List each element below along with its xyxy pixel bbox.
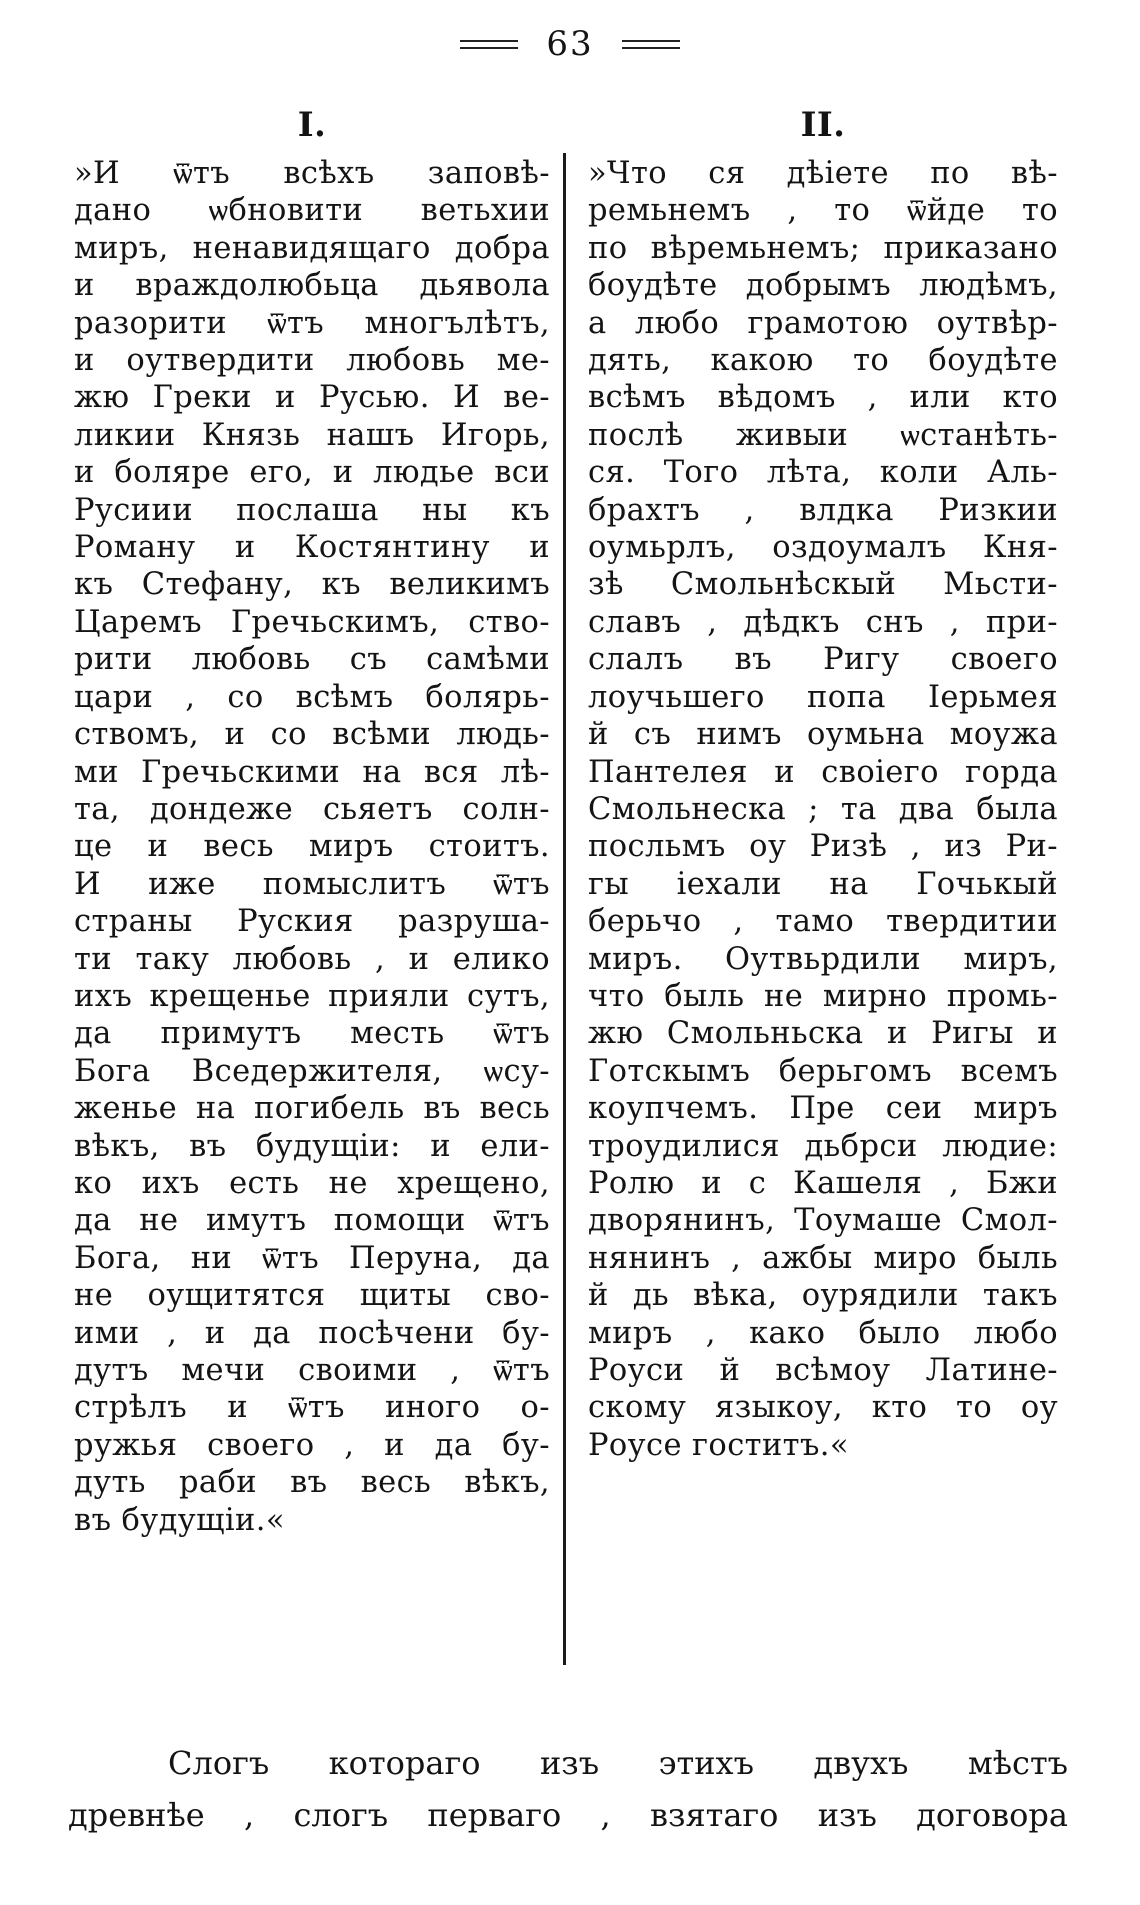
text-line: Бога Вседержителя, ѡсу- — [74, 1053, 550, 1089]
text-line: что быль не мирно промь- — [588, 978, 1058, 1014]
text-line: да примутъ месть ѿтъ — [74, 1016, 550, 1052]
text-line: къ Стефану, къ великимъ — [74, 567, 550, 603]
text-line: Бога, ни ѿтъ Перуна, да — [74, 1240, 550, 1276]
text-line: коупчемъ. Пре сеи миръ — [588, 1091, 1058, 1127]
text-line: оумьрлъ, оздоумалъ Кня- — [588, 530, 1058, 566]
text-line: лоучьшего попа Iерьмея — [588, 679, 1058, 715]
text-line: Царемъ Гречьскимъ, ство- — [74, 604, 550, 640]
text-line: це и весь миръ стоитъ. — [74, 829, 550, 865]
text-line: миръ, ненавидящаго добра — [74, 230, 550, 266]
paragraph-line: древнѣе , слогъ перваго , взятагo изъ договора — [68, 1796, 1068, 1834]
text-line: зѣ Смольнѣскый Мьсти- — [588, 567, 1058, 603]
text-line: женье на погибель въ весь — [74, 1091, 550, 1127]
text-line: боудѣте добрымъ людѣмъ, — [588, 268, 1058, 304]
text-line: по вѣремьнемъ; приказано — [588, 230, 1058, 266]
text-line: да не имутъ помощи ѿтъ — [74, 1203, 550, 1239]
text-line: ствомъ, и со всѣми людь- — [74, 717, 550, 753]
text-line: брахтъ , влдка Ризкии — [588, 492, 1058, 528]
text-line: ремьнемъ , то ѿйде то — [588, 193, 1058, 229]
text-line: й съ нимъ оумьна моужа — [588, 717, 1058, 753]
text-line: вѣкъ, въ будущiи: и ели- — [74, 1128, 550, 1164]
right-ornament — [622, 33, 680, 55]
text-line: троудилися дьбрси людие: — [588, 1128, 1058, 1164]
text-line: дано ѡбновити ветьхии — [74, 193, 550, 229]
text-line: гы iехали на Гочькый — [588, 866, 1058, 902]
text-line: ликии Князь нашъ Игорь, — [74, 417, 550, 453]
text-line: дуть раби въ весь вѣкъ, — [74, 1465, 550, 1501]
text-line: Готскымъ берьгомъ всемъ — [588, 1053, 1058, 1089]
text-line: страны Руския разруша- — [74, 904, 550, 940]
text-line: ружья своего , и да бу- — [74, 1427, 550, 1463]
text-line: Роусе гоститъ.« — [588, 1427, 849, 1463]
text-line: дворянинъ, Тоумаше Смол- — [588, 1203, 1058, 1239]
text-line: жю Смольньска и Ригы и — [588, 1016, 1058, 1052]
text-line: и боляре его, и людье вси — [74, 455, 550, 491]
left-column — [74, 105, 550, 1539]
text-line: ми Гречьскими на вся лѣ- — [74, 754, 550, 790]
text-line: ти таку любовь , и елико — [74, 941, 550, 977]
text-line: дутъ мечи своими , ѿтъ — [74, 1353, 550, 1388]
text-line: Смольнеска ; та два была — [588, 791, 1058, 827]
page-header — [0, 22, 1140, 64]
text-line: цари , со всѣмъ болярь- — [74, 679, 550, 715]
text-line: ими , и да посѣчени бу- — [74, 1315, 550, 1351]
text-line: нянинъ , ажбы миро быль — [588, 1240, 1058, 1276]
text-line: славъ , дѣдкъ снъ , при- — [588, 604, 1058, 640]
text-line: посльмъ оу Ризѣ , из Ри- — [588, 829, 1058, 865]
text-line: слалъ въ Ригу своего — [588, 642, 1058, 678]
text-line: и враждолюбьца дьявола — [74, 268, 550, 304]
text-line: Русиии послаша ны къ — [74, 492, 550, 528]
text-line: Роуси й всѣмоу Латине- — [588, 1353, 1058, 1388]
text-line: миръ , како было любо — [588, 1315, 1058, 1351]
text-line: ко ихъ есть не хрещено, — [74, 1165, 550, 1201]
text-line: Пантелея и своiего горда — [588, 754, 1058, 790]
page-number: 63 — [546, 24, 594, 64]
text-line: Роману и Костянтину и — [74, 530, 550, 566]
text-line: ихъ крещенье прияли сутъ, — [74, 978, 550, 1014]
text-line: Ролю и с Кашеля , Бжи — [588, 1165, 1058, 1201]
text-line: дять, какою то боудѣте — [588, 343, 1058, 379]
paragraph-line: Слогъ которагo изъ этихъ двухъ мѣстъ — [168, 1744, 1068, 1782]
text-line: скому языкоу, кто то оу — [588, 1390, 1058, 1426]
text-line: разорити ѿтъ многълѣтъ, — [74, 305, 550, 341]
text-line: И иже помыслитъ ѿтъ — [74, 866, 550, 902]
text-line: ся. Того лѣта, коли Аль- — [588, 455, 1058, 491]
text-line: миръ. Оутвьрдили миръ, — [588, 941, 1058, 977]
text-line: стрѣлъ и ѿтъ иного о- — [74, 1390, 550, 1426]
text-line: й дь вѣка, оурядили такъ — [588, 1278, 1058, 1314]
left-column-heading: I. — [297, 105, 327, 145]
right-column-heading: II. — [800, 105, 846, 145]
text-line: послѣ живыи ѡстанѣть- — [588, 417, 1058, 453]
text-line: рити любовь съ самѣми — [74, 642, 550, 678]
text-line: и оутвердити любовь ме- — [74, 343, 550, 379]
right-column-text — [588, 155, 1058, 1464]
text-line: »И ѿтъ всѣхъ заповѣ- — [74, 156, 550, 191]
text-line: та, дондеже сьяетъ солн- — [74, 791, 550, 827]
column-divider — [563, 153, 566, 1665]
text-line: берьчо , тамо твердитии — [588, 904, 1058, 940]
left-ornament — [460, 33, 518, 55]
left-column-text — [74, 155, 550, 1539]
text-line: всѣмъ вѣдомъ , или кто — [588, 380, 1058, 416]
text-line: »Что ся дѣiете по вѣ- — [588, 156, 1058, 191]
text-line: въ будущiи.« — [74, 1502, 285, 1538]
closing-paragraph — [68, 1737, 1068, 1841]
text-line: не оущитятся щиты сво- — [74, 1278, 550, 1314]
text-line: а любо грамотою оутвѣр- — [588, 305, 1058, 341]
text-line: жю Греки и Русью. И ве- — [74, 380, 550, 416]
right-column — [588, 105, 1058, 1464]
